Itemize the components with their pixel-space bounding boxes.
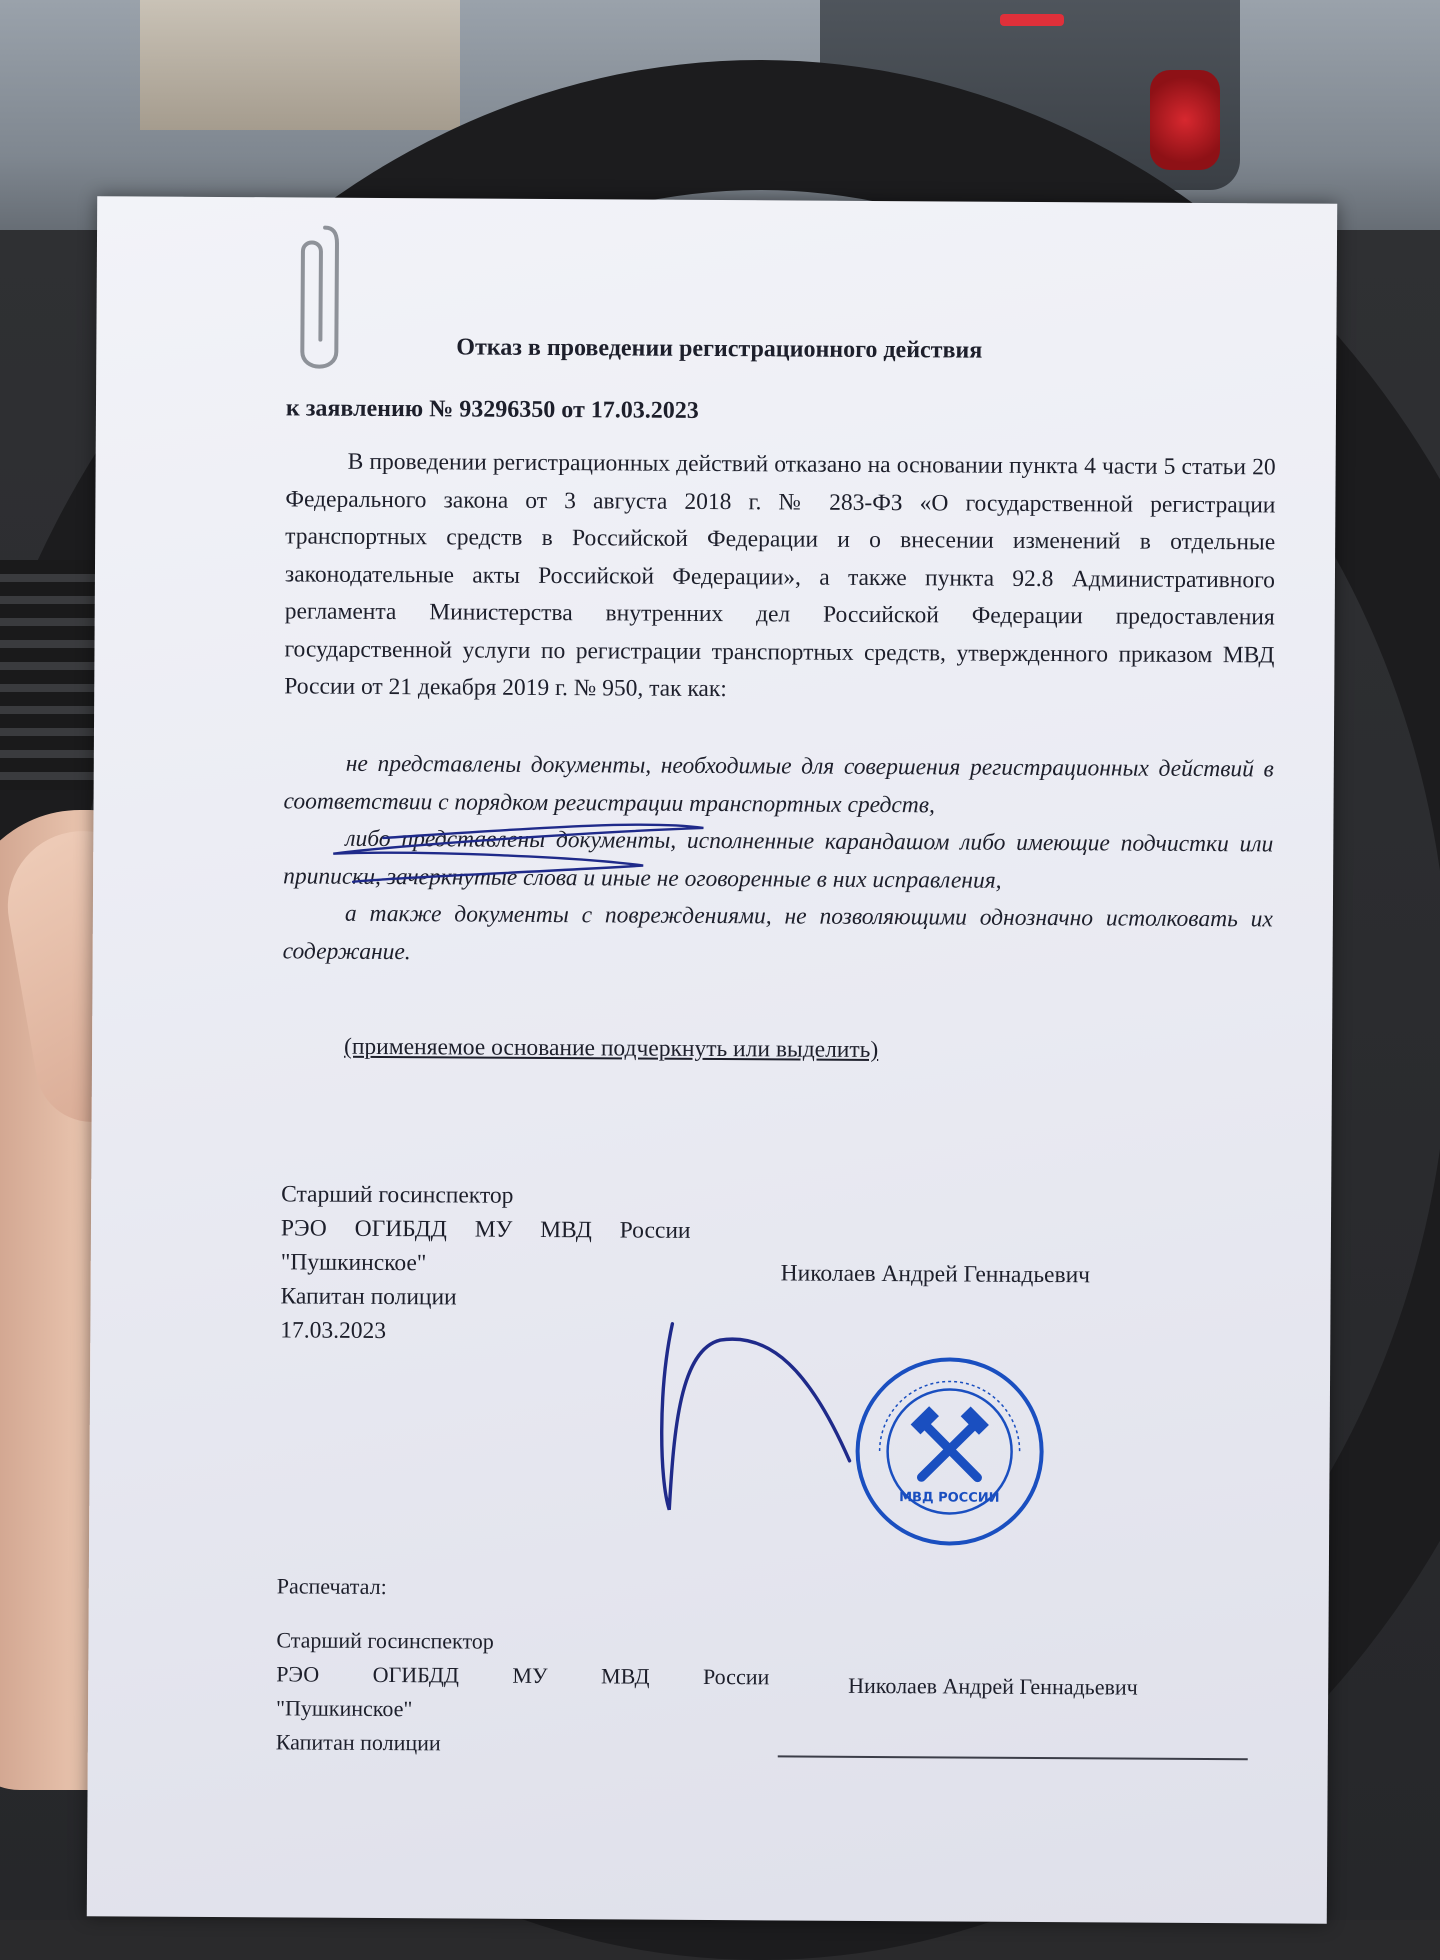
signer-department: РЭО ОГИБДД МУ МВД России (280, 1215, 691, 1244)
stamp-label: МВД РОССИИ (899, 1490, 1000, 1506)
ground-item: не представлены документы, необходимые для совершения регистрационных действий в соответствии с порядком регистрации транспортных средств, (283, 750, 1274, 818)
printed-by-block (276, 1623, 770, 1762)
document-body: В проведении регистрационных действий отказано на основании пункта 4 части 5 статьи 20 Федерального закона от 3 августа 2018 г. № 283-ФЗ «О государственной регистрации транспортных средств в Российской Федерации и о внесении изменений в отдельные законодательные акты Российской Федерации», а также пункта 92.8 Административного регламента Министерства внутренних дел Российской Федерации предоставления государственной услуги по регистрации транспортных средств, утвержденного приказом МВД России от 21 декабря 2019 г. № 950, так как: (284, 448, 1276, 703)
official-seal (849, 1351, 1050, 1552)
printed-by-label: Распечатал: (276, 1573, 387, 1600)
ground-item: а также документы с повреждениями, не позволяющими однозначно истолковать их содержание. (282, 900, 1273, 965)
signer-block (280, 1177, 691, 1349)
signer-date: 17.03.2023 (280, 1317, 387, 1345)
signer-name: Николаев Андрей Геннадьевич (780, 1260, 1091, 1289)
ground-item: либо представлены документы, исполненные карандашом либо имеющие подчистки или приписки, зачеркнутые слова и иные не оговоренные в них исправления, (283, 825, 1274, 894)
signer-rank: Капитан полиции (280, 1283, 457, 1311)
brake-light (1000, 14, 1064, 26)
printer-department: РЭО ОГИБДД МУ МВД России (276, 1661, 770, 1690)
signature-line (778, 1755, 1248, 1760)
printer-rank: Капитан полиции (275, 1729, 441, 1756)
pen-underline-mark (262, 797, 1264, 1123)
printer-name: Николаев Андрей Геннадьевич (848, 1672, 1138, 1700)
printer-unit: "Пушкинское" (275, 1695, 413, 1722)
printer-position: Старший госинспектор (276, 1627, 494, 1654)
paperclip-icon (294, 221, 341, 381)
document-page (87, 196, 1337, 1924)
application-reference: к заявлению № 93296350 от 17.03.2023 (285, 395, 699, 424)
signer-position: Старший госинспектор (281, 1181, 514, 1209)
building-background (140, 0, 460, 130)
instruction-note: (применяемое основание подчеркнуть или выделить) (343, 1033, 879, 1064)
car-taillight (1150, 70, 1220, 170)
signer-unit: "Пушкинское" (280, 1249, 427, 1277)
document-title: Отказ в проведении регистрационного действия (456, 334, 983, 364)
